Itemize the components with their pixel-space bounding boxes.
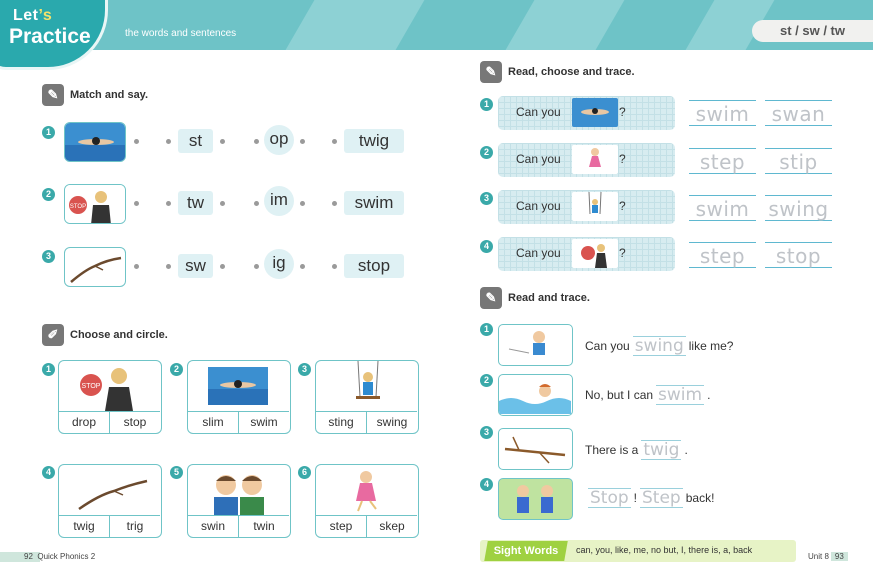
trace-option[interactable]: swim — [689, 195, 756, 221]
twig-icon — [499, 429, 571, 468]
question-mark: ? — [619, 199, 626, 213]
item-number: 2 — [170, 363, 183, 376]
sight-words-bar — [480, 540, 796, 562]
trace-option[interactable]: swing — [765, 195, 832, 221]
match-dot[interactable] — [254, 139, 259, 144]
sentence — [585, 385, 710, 405]
choice-card — [315, 464, 419, 538]
trace-option[interactable]: swan — [765, 100, 832, 126]
stop-sign-girl-icon — [572, 239, 618, 268]
match-dot[interactable] — [134, 139, 139, 144]
question-prompt: Can you — [516, 152, 561, 166]
sight-words-list: can, you, like, me, no but, I, there is, a, back — [576, 545, 753, 555]
page-number: 93 — [831, 552, 848, 561]
item-number: 3 — [298, 363, 311, 376]
match-dot[interactable] — [220, 264, 225, 269]
stop-girl-picture — [64, 184, 126, 224]
swimmer-icon — [65, 123, 126, 162]
two-boys-icon — [499, 479, 571, 518]
question-box — [498, 190, 675, 224]
badge-line1-b: ’s — [38, 7, 53, 24]
choice-card — [187, 360, 291, 434]
pencil-icon: ✎ — [480, 61, 502, 83]
twig-picture — [64, 247, 126, 287]
option-a[interactable]: sting — [328, 415, 354, 429]
option-a[interactable]: step — [329, 519, 353, 533]
match-dot[interactable] — [166, 201, 171, 206]
item-number: 2 — [480, 374, 493, 387]
item-number: 3 — [480, 426, 493, 439]
badge-line2: Practice — [9, 25, 91, 48]
footer-right — [808, 552, 848, 561]
stop-sign-girl-icon — [59, 361, 160, 411]
match-dot[interactable] — [300, 139, 305, 144]
sentence — [585, 440, 688, 460]
option-b[interactable]: stop — [109, 412, 160, 433]
trace-word[interactable]: swim — [658, 385, 703, 405]
sentence-post: like me? — [688, 339, 734, 353]
question-prompt: Can you — [516, 246, 561, 260]
trace-word[interactable]: Stop — [590, 488, 629, 508]
option-b[interactable]: twin — [238, 516, 289, 537]
twig-picture — [498, 428, 573, 470]
onset-chip: sw — [178, 254, 213, 278]
question-mark: ? — [619, 246, 626, 260]
item-number: 4 — [480, 240, 493, 253]
option-b[interactable]: skep — [366, 516, 417, 537]
option-a[interactable]: slim — [202, 415, 224, 429]
match-dot[interactable] — [134, 264, 139, 269]
trace-option[interactable]: step — [689, 148, 756, 174]
swing-girl-icon — [316, 361, 417, 411]
badge-line1-a: Let — [13, 7, 39, 24]
choose-section-header — [42, 324, 168, 346]
question-prompt: Can you — [516, 105, 561, 119]
twin-boys-icon — [188, 465, 289, 515]
sentence-pre: Can you — [585, 339, 630, 353]
stop-sign-girl-icon — [65, 185, 126, 224]
sentence-pre: No, but I can — [585, 388, 654, 402]
header-subtitle: the words and sentences — [125, 28, 237, 39]
word-chip: twig — [344, 129, 404, 153]
sentence-mid: ! — [633, 491, 637, 505]
onset-chip: tw — [178, 191, 213, 215]
question-mark: ? — [619, 105, 626, 119]
option-b[interactable]: swim — [238, 412, 289, 433]
choice-card — [315, 360, 419, 434]
header-stripe — [506, 0, 625, 50]
word-chip: stop — [344, 254, 404, 278]
sentence — [585, 488, 714, 508]
option-b[interactable]: swing — [366, 412, 417, 433]
swing-boy-picture — [498, 324, 573, 366]
trace-word[interactable]: swing — [634, 336, 684, 356]
book-title: Quick Phonics 2 — [37, 552, 96, 561]
item-number: 1 — [42, 363, 55, 376]
item-number: 1 — [480, 98, 493, 111]
match-dot[interactable] — [332, 264, 337, 269]
choice-card — [58, 360, 162, 434]
option-a[interactable]: drop — [71, 415, 97, 429]
option-a[interactable]: twig — [73, 519, 95, 533]
item-number: 4 — [42, 466, 55, 479]
trace-option[interactable]: step — [689, 242, 756, 268]
rime-circle: op — [264, 125, 294, 155]
badge-line1 — [13, 7, 52, 25]
question-box — [498, 96, 675, 130]
item-number: 2 — [42, 188, 55, 201]
stepping-girl-icon — [572, 145, 618, 174]
item-number: 3 — [42, 250, 55, 263]
onset-chip: st — [178, 129, 213, 153]
sentence-post: . — [684, 443, 688, 457]
sentence-pre: There is a — [585, 443, 639, 457]
svg-text:STOP: STOP — [69, 204, 87, 210]
trace-option[interactable]: stop — [765, 242, 832, 268]
rct-title: Read, choose and trace. — [508, 66, 635, 78]
rct-section-header — [480, 61, 635, 83]
header-stripe — [286, 0, 425, 50]
option-b[interactable]: trig — [109, 516, 160, 537]
question-mark: ? — [619, 152, 626, 166]
option-a[interactable]: swin — [200, 519, 225, 533]
item-number: 1 — [480, 323, 493, 336]
match-dot[interactable] — [300, 264, 305, 269]
rime-circle: ig — [264, 249, 294, 279]
question-box — [498, 237, 675, 271]
swing-boy-icon — [499, 325, 571, 364]
item-number: 4 — [480, 478, 493, 491]
match-section-header — [42, 84, 148, 106]
sentence-post: back! — [685, 491, 715, 505]
pencil-icon: ✎ — [42, 84, 64, 106]
choice-card — [187, 464, 291, 538]
choice-card — [58, 464, 162, 538]
choose-title: Choose and circle. — [70, 329, 168, 341]
two-boys-picture — [498, 478, 573, 520]
item-number: 6 — [298, 466, 311, 479]
trace-word[interactable]: twig — [643, 440, 680, 460]
match-dot[interactable] — [300, 201, 305, 206]
swimming-boy-icon — [499, 375, 571, 414]
rt-title: Read and trace. — [508, 292, 590, 304]
match-dot[interactable] — [166, 139, 171, 144]
match-dot[interactable] — [166, 264, 171, 269]
footer-left — [24, 552, 95, 561]
sentence — [585, 336, 733, 356]
svg-text:STOP: STOP — [81, 383, 101, 390]
lets-practice-badge — [0, 0, 108, 70]
pencil-icon: ✎ — [480, 287, 502, 309]
swing-girl-icon — [572, 192, 618, 221]
trace-word[interactable]: Step — [642, 488, 681, 508]
rime-circle: im — [264, 186, 294, 216]
match-dot[interactable] — [254, 264, 259, 269]
trace-option[interactable]: swim — [689, 100, 756, 126]
twig-icon — [59, 465, 160, 515]
swimmer-icon — [188, 361, 289, 411]
page-number: 92 — [24, 552, 33, 561]
question-prompt: Can you — [516, 199, 561, 213]
twig-icon — [65, 248, 126, 287]
match-dot[interactable] — [134, 201, 139, 206]
rt-section-header — [480, 287, 590, 309]
match-dot[interactable] — [220, 139, 225, 144]
stepping-girl-icon — [316, 465, 417, 515]
item-number: 5 — [170, 466, 183, 479]
match-dot[interactable] — [254, 201, 259, 206]
match-dot[interactable] — [332, 201, 337, 206]
swimming-boy-picture — [498, 374, 573, 416]
swimmer-picture — [64, 122, 126, 162]
trace-option[interactable]: stip — [765, 148, 832, 174]
item-number: 2 — [480, 146, 493, 159]
page-header — [0, 0, 873, 50]
match-dot[interactable] — [220, 201, 225, 206]
unit-label: Unit 8 — [808, 552, 829, 561]
question-box — [498, 143, 675, 177]
word-chip: swim — [344, 191, 404, 215]
sight-words-label: Sight Words — [493, 545, 559, 557]
pencil-circle-icon: ✐ — [42, 324, 64, 346]
match-dot[interactable] — [332, 139, 337, 144]
match-title: Match and say. — [70, 89, 149, 101]
unit-tag: st / sw / tw — [752, 20, 873, 42]
item-number: 1 — [42, 126, 55, 139]
swimmer-icon — [572, 98, 618, 127]
sentence-post: . — [707, 388, 711, 402]
item-number: 3 — [480, 192, 493, 205]
sight-words-label-bg — [484, 541, 568, 561]
